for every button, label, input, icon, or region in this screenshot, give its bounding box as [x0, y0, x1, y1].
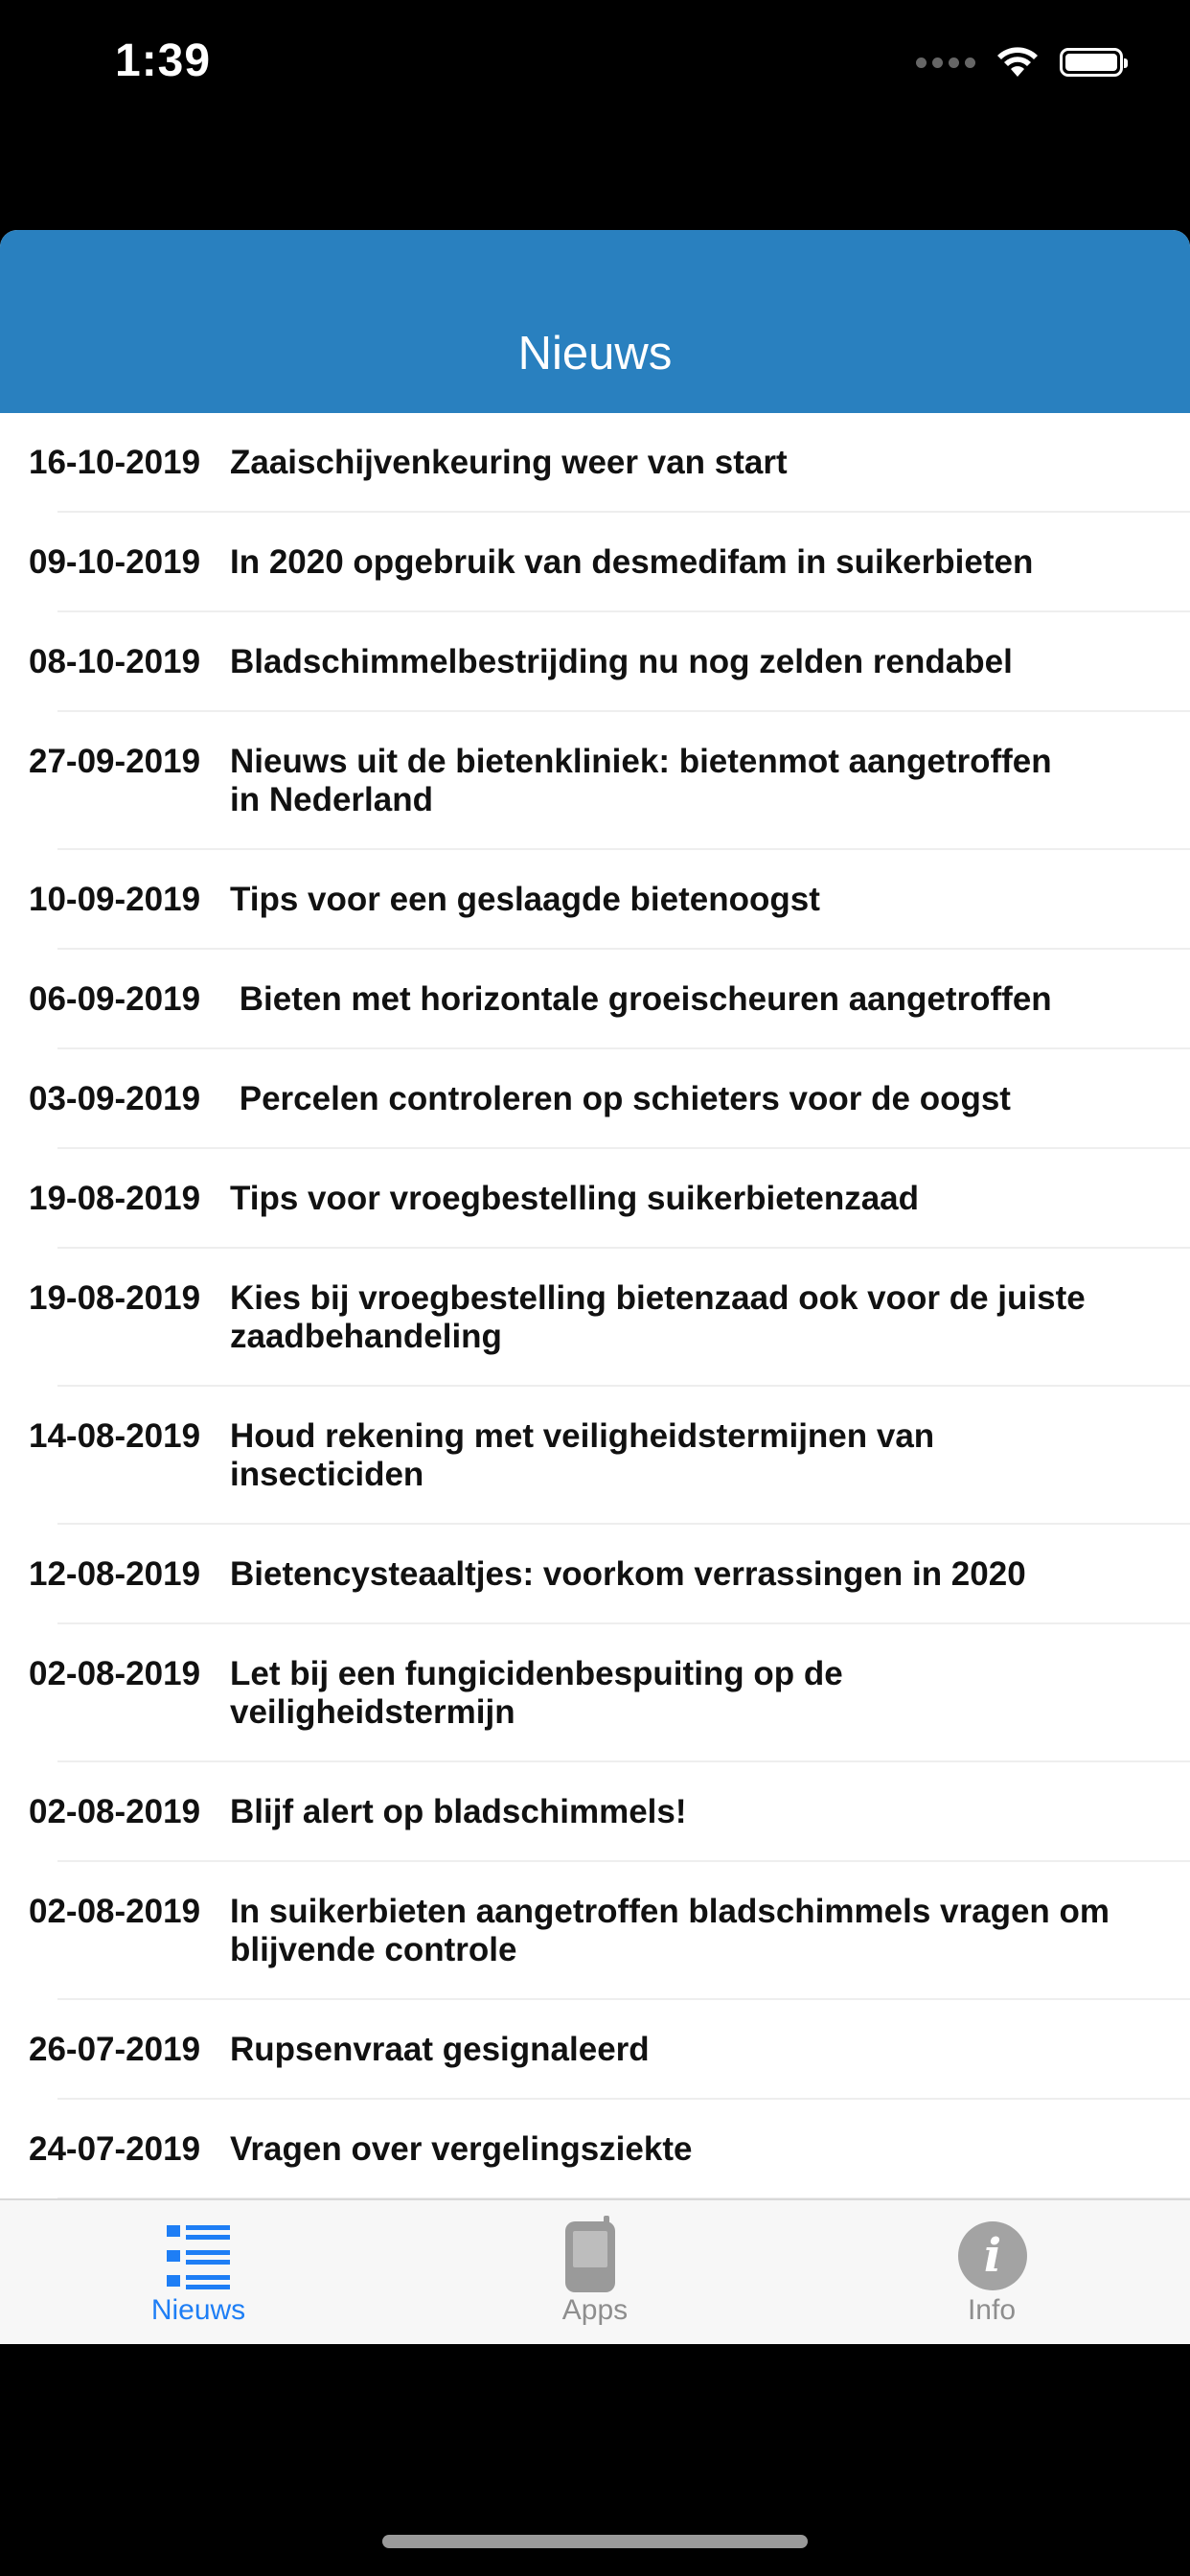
- news-row[interactable]: [0, 950, 1190, 1049]
- tab-label: Nieuws: [150, 2294, 246, 2326]
- news-date: 14-08-2019: [29, 1417, 201, 1455]
- cellular-signal-icon: [916, 58, 975, 68]
- news-title: Tips voor een geslaagde bietenoogst: [230, 881, 820, 918]
- news-title: Vragen over vergelingsziekte: [230, 2130, 693, 2168]
- news-date: 19-08-2019: [29, 1279, 201, 1317]
- news-title: Rupsenvraat gesignaleerd: [230, 2031, 650, 2068]
- news-date: 08-10-2019: [29, 643, 201, 680]
- navigation-bar: [0, 230, 1190, 413]
- news-date: 02-08-2019: [29, 1655, 201, 1692]
- home-indicator: [382, 2535, 808, 2548]
- phone-icon: [552, 2216, 638, 2292]
- news-date: 03-09-2019: [29, 1080, 201, 1117]
- news-date: 24-07-2019: [29, 2130, 201, 2168]
- status-icons: [916, 46, 1123, 79]
- news-title: Bietencysteaaltjes: voorkom verrassingen in 2020: [230, 1555, 1026, 1593]
- news-row[interactable]: [0, 1624, 1190, 1762]
- news-title: Blijf alert op bladschimmels!: [230, 1793, 687, 1830]
- tab-bar: [0, 2198, 1190, 2344]
- news-title: Houd rekening met veiligheidstermijnen van insecticiden: [230, 1417, 935, 1493]
- news-date: 09-10-2019: [29, 543, 201, 581]
- list-icon: [155, 2216, 241, 2292]
- news-date: 19-08-2019: [29, 1180, 201, 1217]
- news-row[interactable]: [0, 850, 1190, 950]
- news-row[interactable]: [0, 2000, 1190, 2100]
- device-notch: [293, 0, 897, 86]
- news-title: Let bij een fungicidenbespuiting op de veiligheidstermijn: [230, 1655, 843, 1731]
- news-row[interactable]: [0, 612, 1190, 712]
- news-title: Bladschimmelbestrijding nu nog zelden rendabel: [230, 643, 1013, 680]
- news-title: Percelen controleren op schieters voor de oogst: [230, 1080, 1011, 1117]
- news-row[interactable]: [0, 413, 1190, 513]
- news-date: 10-09-2019: [29, 881, 201, 918]
- news-title: Bieten met horizontale groeischeuren aangetroffen: [230, 980, 1052, 1018]
- tab-info[interactable]: [793, 2200, 1190, 2344]
- news-row[interactable]: [0, 1525, 1190, 1624]
- news-title: Tips voor vroegbestelling suikerbietenzaad: [230, 1180, 920, 1217]
- news-date: 16-10-2019: [29, 444, 201, 481]
- tab-nieuws[interactable]: [0, 2200, 397, 2344]
- news-title: Kies bij vroegbestelling bietenzaad ook voor de juiste zaadbehandeling: [230, 1279, 1086, 1355]
- news-date: 12-08-2019: [29, 1555, 201, 1593]
- news-row[interactable]: [0, 1387, 1190, 1525]
- tab-label: Apps: [561, 2294, 629, 2326]
- news-row[interactable]: [0, 1762, 1190, 1862]
- news-date: 26-07-2019: [29, 2031, 201, 2068]
- news-date: 06-09-2019: [29, 980, 201, 1018]
- news-row[interactable]: [0, 1049, 1190, 1149]
- info-icon: i: [949, 2216, 1035, 2292]
- status-bar: [0, 0, 1190, 134]
- news-title: Nieuws uit de bietenkliniek: bietenmot aangetroffen in Nederland: [230, 743, 1052, 818]
- news-title: Zaaischijvenkeuring weer van start: [230, 444, 788, 481]
- tab-label: Info: [967, 2294, 1017, 2326]
- news-date: 02-08-2019: [29, 1893, 201, 1930]
- tab-apps[interactable]: [397, 2200, 793, 2344]
- news-title: In 2020 opgebruik van desmedifam in suikerbieten: [230, 543, 1034, 581]
- news-date: 27-09-2019: [29, 743, 201, 780]
- news-title: In suikerbieten aangetroffen bladschimmels vragen om blijvende controle: [230, 1893, 1110, 1968]
- news-row[interactable]: [0, 1249, 1190, 1387]
- wifi-icon: [996, 46, 1039, 79]
- news-row[interactable]: [0, 2100, 1190, 2199]
- page-title: Nieuws: [517, 328, 673, 380]
- news-row[interactable]: [0, 1862, 1190, 2000]
- status-time: 1:39: [115, 35, 212, 86]
- news-date: 02-08-2019: [29, 1793, 201, 1830]
- news-row[interactable]: [0, 712, 1190, 850]
- news-row[interactable]: [0, 513, 1190, 612]
- battery-icon: [1060, 48, 1123, 77]
- news-row[interactable]: [0, 1149, 1190, 1249]
- app-screen: [0, 230, 1190, 2344]
- news-list[interactable]: [0, 413, 1190, 2200]
